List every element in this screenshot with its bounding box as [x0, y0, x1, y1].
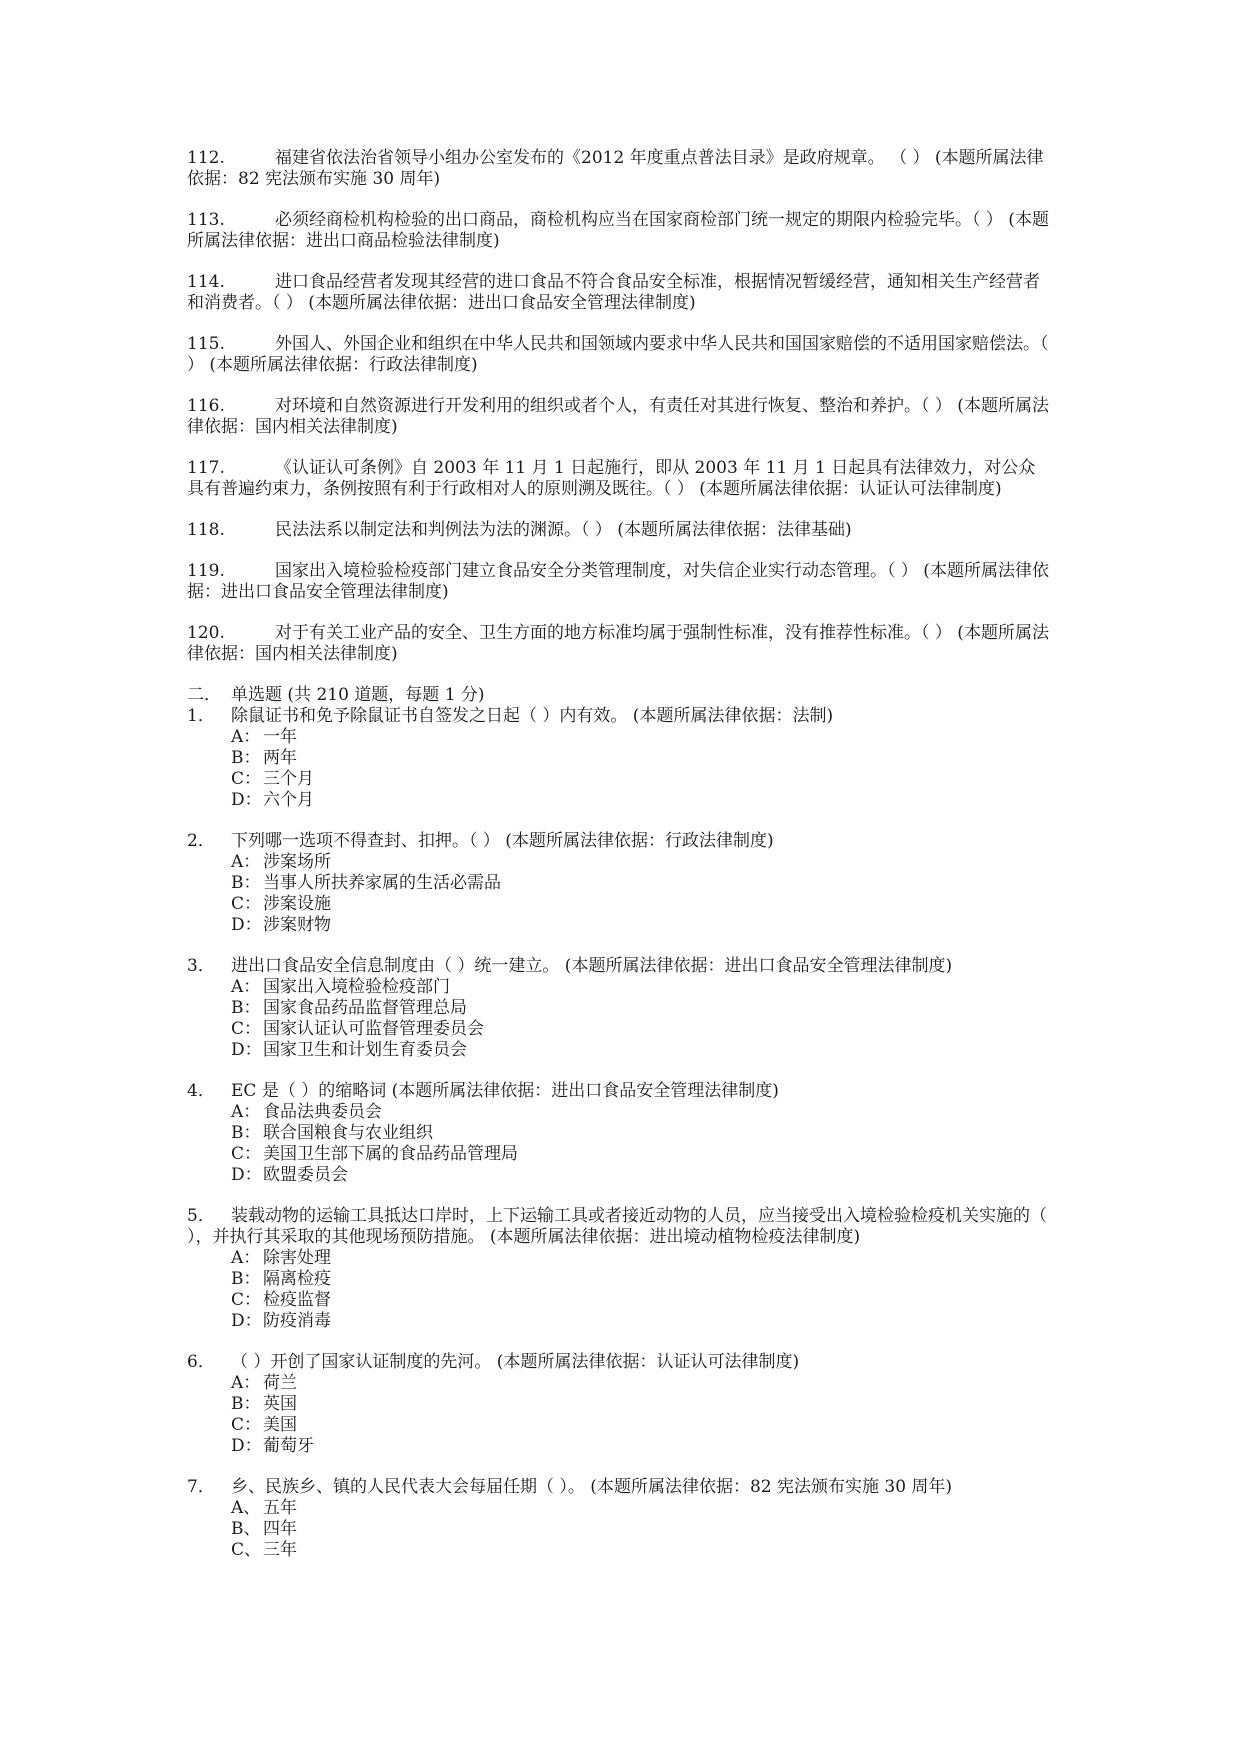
mc-question-text: 乡、民族乡、镇的人民代表大会每届任期（ ）。 (本题所属法律依据：82 宪法颁布实施 30 周年) [231, 1477, 953, 1497]
mc-option [187, 1019, 1052, 1040]
tf-item [187, 458, 1052, 500]
mc-option [187, 1248, 1052, 1269]
option-text: 除害处理 [263, 1248, 331, 1268]
option-text: 当事人所扶养家属的生活必需品 [263, 873, 501, 893]
mc-item [187, 1352, 1052, 1457]
mc-item [187, 706, 1052, 811]
option-label: D： [231, 790, 262, 810]
mc-number: 2． [187, 831, 215, 851]
option-label: B： [231, 1123, 261, 1143]
option-label: D： [231, 1436, 262, 1456]
option-label: C、 [231, 1540, 262, 1560]
mc-question [187, 1081, 1052, 1102]
tf-text: 必须经商检机构检验的出口商品，商检机构应当在国家商检部门统一规定的期限内检验完毕。（ ） (本题所属法律依据：进出口商品检验法律制度) [187, 210, 1049, 251]
option-label: C： [231, 894, 262, 914]
option-label: B： [231, 873, 261, 893]
tf-item [187, 623, 1052, 665]
option-label: C： [231, 1415, 262, 1435]
mc-number: 1． [187, 706, 215, 726]
option-text: 美国卫生部下属的食品药品管理局 [263, 1144, 518, 1164]
option-text: 国家出入境检验检疫部门 [263, 977, 450, 997]
option-label: D： [231, 1311, 262, 1331]
mc-item [187, 1206, 1052, 1332]
option-label: D： [231, 1040, 262, 1060]
option-text: 防疫消毒 [263, 1311, 331, 1331]
tf-item [187, 396, 1052, 438]
tf-number: 112. [187, 148, 225, 168]
option-label: B： [231, 748, 261, 768]
tf-number: 119. [187, 561, 225, 581]
mc-question-text: 除鼠证书和免予除鼠证书自签发之日起（ ）内有效。 (本题所属法律依据：法制) [231, 706, 834, 726]
mc-number: 6． [187, 1352, 215, 1372]
option-label: A： [231, 1373, 261, 1393]
mc-number: 5． [187, 1206, 215, 1226]
mc-option [187, 852, 1052, 873]
mc-question-text: 装载动物的运输工具抵达口岸时，上下运输工具或者接近动物的人员，应当接受出入境检验检疫机关实施的（ ），并执行其采取的其他现场预防措施。 (本题所属法律依据：进出境动植物检疫法律制度) [187, 1206, 1047, 1247]
tf-item [187, 148, 1052, 190]
tf-number: 115. [187, 334, 225, 354]
tf-text: 进口食品经营者发现其经营的进口食品不符合食品安全标准，根据情况暂缓经营，通知相关生产经营者和消费者。（ ） (本题所属法律依据：进出口食品安全管理法律制度) [187, 272, 1040, 313]
option-text: 英国 [263, 1394, 297, 1414]
mc-item [187, 956, 1052, 1061]
option-label: C： [231, 1144, 262, 1164]
mc-option [187, 915, 1052, 936]
mc-question-text: EC 是（ ）的缩略词 (本题所属法律依据：进出口食品安全管理法律制度) [231, 1081, 779, 1101]
mc-option [187, 1436, 1052, 1457]
mc-option [187, 1373, 1052, 1394]
mc-option [187, 748, 1052, 769]
mc-option [187, 873, 1052, 894]
tf-item [187, 520, 1052, 541]
tf-text: 对于有关工业产品的安全、卫生方面的地方标准均属于强制性标准，没有推荐性标准。（ ） (本题所属法律依据：国内相关法律制度) [187, 623, 1049, 664]
mc-number: 4． [187, 1081, 215, 1101]
option-label: A： [231, 1102, 261, 1122]
mc-question [187, 956, 1052, 977]
option-text: 国家食品药品监督管理总局 [263, 998, 467, 1018]
document-content [187, 148, 1052, 1581]
option-text: 涉案设施 [263, 894, 331, 914]
option-text: 三年 [263, 1540, 297, 1560]
option-label: C： [231, 1019, 262, 1039]
option-label: B： [231, 998, 261, 1018]
option-label: A： [231, 727, 261, 747]
mc-option [187, 1498, 1052, 1519]
option-label: D： [231, 1165, 262, 1185]
option-label: A： [231, 1248, 261, 1268]
mc-number: 3． [187, 956, 215, 976]
option-text: 三个月 [263, 769, 314, 789]
option-text: 国家卫生和计划生育委员会 [263, 1040, 467, 1060]
tf-item [187, 561, 1052, 603]
option-text: 国家认证认可监督管理委员会 [263, 1019, 484, 1039]
option-label: B： [231, 1394, 261, 1414]
section-title: 单选题 (共 210 道题，每题 1 分) [231, 685, 485, 705]
tf-text: 外国人、外国企业和组织在中华人民共和国领域内要求中华人民共和国国家赔偿的不适用国家赔偿法。（ ） (本题所属法律依据：行政法律制度) [187, 334, 1049, 375]
mc-question [187, 1206, 1052, 1248]
mc-option [187, 727, 1052, 748]
mc-item [187, 831, 1052, 936]
option-label: B、 [231, 1519, 261, 1539]
section-number: 二． [187, 685, 221, 705]
tf-text: 国家出入境检验检疫部门建立食品安全分类管理制度，对失信企业实行动态管理。（ ） (本题所属法律依据：进出口食品安全管理法律制度) [187, 561, 1049, 602]
mc-option [187, 769, 1052, 790]
option-label: A： [231, 977, 261, 997]
mc-option [187, 1290, 1052, 1311]
tf-list [187, 148, 1052, 665]
tf-text: 对环境和自然资源进行开发利用的组织或者个人，有责任对其进行恢复、整治和养护。（ ） (本题所属法律依据：国内相关法律制度) [187, 396, 1049, 437]
mc-option [187, 1040, 1052, 1061]
mc-option [187, 998, 1052, 1019]
mc-option [187, 1394, 1052, 1415]
mc-question [187, 1352, 1052, 1373]
mc-option [187, 1311, 1052, 1332]
tf-text: 福建省依法治省领导小组办公室发布的《2012 年度重点普法目录》是政府规章。 （ ） (本题所属法律依据：82 宪法颁布实施 30 周年) [187, 148, 1044, 189]
mc-option [187, 1519, 1052, 1540]
option-text: 四年 [263, 1519, 297, 1539]
mc-item [187, 1477, 1052, 1561]
option-text: 一年 [263, 727, 297, 747]
option-label: B： [231, 1269, 261, 1289]
mc-question-text: 下列哪一选项不得查封、扣押。（ ） (本题所属法律依据：行政法律制度) [231, 831, 774, 851]
tf-number: 120. [187, 623, 225, 643]
section-heading [187, 685, 1052, 706]
tf-item [187, 334, 1052, 376]
mc-option [187, 1165, 1052, 1186]
tf-number: 118. [187, 520, 225, 540]
mc-item [187, 1081, 1052, 1186]
mc-option [187, 1540, 1052, 1561]
option-text: 食品法典委员会 [263, 1102, 382, 1122]
mc-option [187, 1144, 1052, 1165]
mc-number: 7． [187, 1477, 215, 1497]
option-text: 联合国粮食与农业组织 [263, 1123, 433, 1143]
mc-option [187, 1269, 1052, 1290]
option-text: 美国 [263, 1415, 297, 1435]
option-text: 欧盟委员会 [263, 1165, 348, 1185]
tf-number: 117. [187, 458, 225, 478]
option-label: C： [231, 1290, 262, 1310]
option-text: 涉案财物 [263, 915, 331, 935]
option-text: 荷兰 [263, 1373, 297, 1393]
tf-text: 《认证认可条例》自 2003 年 11 月 1 日起施行，即从 2003 年 11 月 1 日起具有法律效力，对公众具有普遍约束力，条例按照有利于行政相对人的原则溯及既往。（ ） (本题所属法律依据：认证认可法律制度) [187, 458, 1036, 499]
mc-list [187, 706, 1052, 1561]
mc-question-text: （ ）开创了国家认证制度的先河。 (本题所属法律依据：认证认可法律制度) [231, 1352, 800, 1372]
tf-item [187, 272, 1052, 314]
mc-option [187, 894, 1052, 915]
option-label: A、 [231, 1498, 261, 1518]
option-text: 隔离检疫 [263, 1269, 331, 1289]
mc-option [187, 977, 1052, 998]
mc-question [187, 831, 1052, 852]
tf-number: 114. [187, 272, 225, 292]
mc-question [187, 1477, 1052, 1498]
mc-option [187, 1102, 1052, 1123]
option-text: 五年 [263, 1498, 297, 1518]
tf-number: 116. [187, 396, 225, 416]
option-label: A： [231, 852, 261, 872]
option-label: D： [231, 915, 262, 935]
mc-question-text: 进出口食品安全信息制度由（ ）统一建立。 (本题所属法律依据：进出口食品安全管理法律制度) [231, 956, 953, 976]
option-text: 六个月 [263, 790, 314, 810]
mc-option [187, 790, 1052, 811]
tf-number: 113. [187, 210, 225, 230]
option-label: C： [231, 769, 262, 789]
tf-item [187, 210, 1052, 252]
mc-option [187, 1123, 1052, 1144]
tf-text: 民法法系以制定法和判例法为法的渊源。（ ） (本题所属法律依据：法律基础) [275, 520, 852, 540]
option-text: 葡萄牙 [263, 1436, 314, 1456]
mc-question [187, 706, 1052, 727]
option-text: 涉案场所 [263, 852, 331, 872]
option-text: 两年 [263, 748, 297, 768]
mc-option [187, 1415, 1052, 1436]
option-text: 检疫监督 [263, 1290, 331, 1310]
